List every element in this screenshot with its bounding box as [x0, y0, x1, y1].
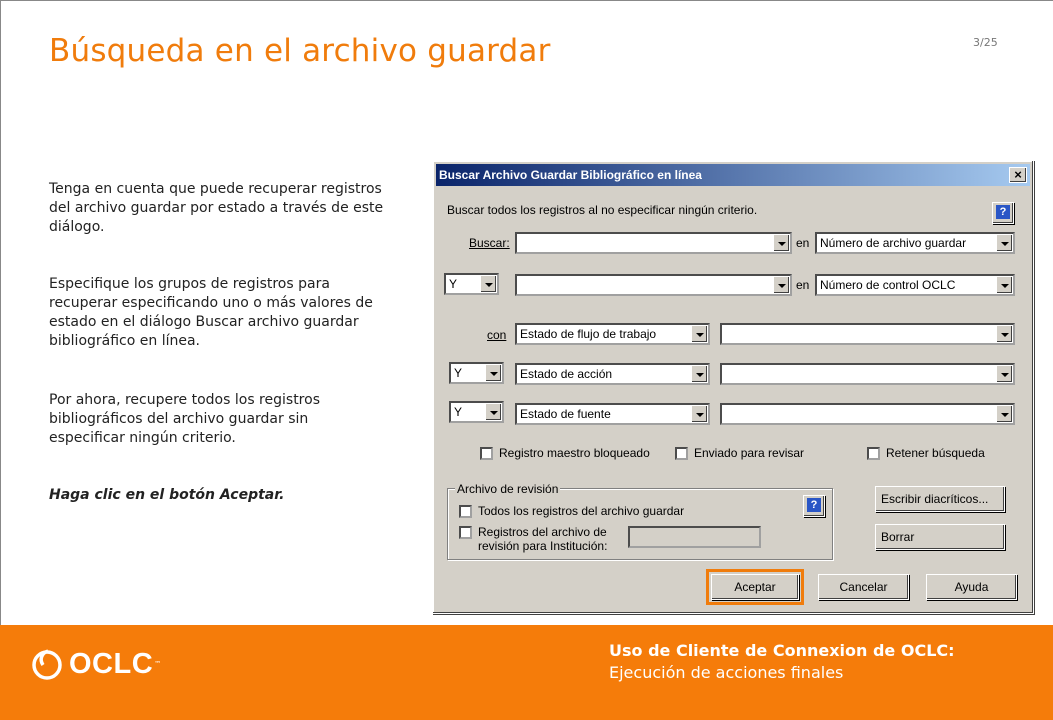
institution-field [628, 526, 761, 548]
footer-title: Uso de Cliente de Connexion de OCLC: [609, 641, 955, 660]
operator-combo-2[interactable]: Y [449, 362, 504, 384]
index-combo-2[interactable]: Número de control OCLC [815, 274, 1015, 296]
workflow-value-combo[interactable] [720, 323, 1015, 345]
source-value-combo[interactable] [720, 403, 1015, 425]
locked-master-checkbox[interactable]: Registro maestro bloqueado [480, 446, 650, 460]
help-icon[interactable]: ? [803, 495, 825, 517]
chevron-down-icon[interactable] [996, 365, 1013, 383]
paragraph-retrieve: Por ahora, recupere todos los registros bibliográficos del archivo guardar sin especificar ningún criterio. [49, 392, 320, 446]
chevron-down-icon[interactable] [996, 405, 1013, 423]
action-status-combo[interactable]: Estado de acción [515, 363, 710, 385]
institution-records-checkbox[interactable]: Registros del archivo de revisión para Institución: [459, 525, 607, 553]
close-icon[interactable]: × [1009, 167, 1027, 183]
search-term-combo[interactable] [515, 232, 792, 254]
paragraph-intro: Tenga en cuenta que puede recuperar registros del archivo guardar por estado a través de este diálogo. [49, 181, 384, 235]
review-file-legend: Archivo de revisión [457, 482, 559, 496]
workflow-status-combo[interactable]: Estado de flujo de trabajo [515, 323, 710, 345]
sent-for-review-checkbox[interactable]: Enviado para revisar [675, 446, 804, 460]
retain-search-checkbox[interactable]: Retener búsqueda [867, 446, 985, 460]
chevron-down-icon[interactable] [691, 405, 708, 423]
index-combo-1[interactable]: Número de archivo guardar [815, 232, 1015, 254]
chevron-down-icon[interactable] [485, 403, 502, 421]
operator-combo-1[interactable]: Y [444, 273, 499, 295]
help-icon[interactable]: ? [992, 202, 1014, 224]
operator-combo-3[interactable]: Y [449, 401, 504, 423]
dialog-title: Buscar Archivo Guardar Bibliográfico en línea [439, 168, 702, 182]
help-button[interactable]: Ayuda [926, 574, 1017, 600]
footer-subtitle: Ejecución de acciones finales [609, 663, 844, 682]
dialog-title-bar [436, 164, 1030, 186]
oclc-logo-icon [30, 647, 64, 681]
chevron-down-icon[interactable] [996, 276, 1013, 294]
ok-button[interactable]: Aceptar [711, 574, 799, 600]
footer-bar [0, 625, 1053, 720]
logo-text: OCLC [69, 647, 154, 680]
logo-trademark: ™ [154, 660, 162, 668]
chevron-down-icon[interactable] [691, 365, 708, 383]
con-label: con [487, 328, 507, 342]
clear-button[interactable]: Borrar [875, 524, 1005, 550]
chevron-down-icon[interactable] [773, 234, 790, 252]
chevron-down-icon[interactable] [485, 364, 502, 382]
chevron-down-icon[interactable] [773, 276, 790, 294]
source-status-combo[interactable]: Estado de fuente [515, 403, 710, 425]
dialog-hint: Buscar todos los registros al no especificar ningún criterio. [447, 203, 758, 217]
ok-button-highlight [706, 569, 804, 605]
page-title: Búsqueda en el archivo guardar [49, 33, 551, 69]
chevron-down-icon[interactable] [480, 275, 497, 293]
cancel-button[interactable]: Cancelar [818, 574, 909, 600]
chevron-down-icon[interactable] [996, 234, 1013, 252]
search-term-combo-2[interactable] [515, 274, 792, 296]
en-label-2: en [796, 278, 810, 292]
search-save-file-dialog [432, 160, 1034, 614]
en-label: en [796, 236, 810, 250]
write-diacritics-button[interactable]: Escribir diacríticos... [875, 486, 1005, 512]
action-value-combo[interactable] [720, 363, 1015, 385]
chevron-down-icon[interactable] [996, 325, 1013, 343]
oclc-logo [30, 647, 161, 681]
paragraph-specify: Especifique los grupos de registros para recuperar especificando uno o más valores de estado en el diálogo Buscar archivo guardar bibliográfico en línea. [49, 276, 373, 349]
chevron-down-icon[interactable] [691, 325, 708, 343]
page-number: 3/25 [973, 36, 998, 49]
paragraph-instruction: Haga clic en el botón Aceptar. [49, 487, 285, 503]
buscar-label: Buscar: [469, 236, 510, 250]
all-records-checkbox[interactable]: Todos los registros del archivo guardar [459, 504, 684, 518]
